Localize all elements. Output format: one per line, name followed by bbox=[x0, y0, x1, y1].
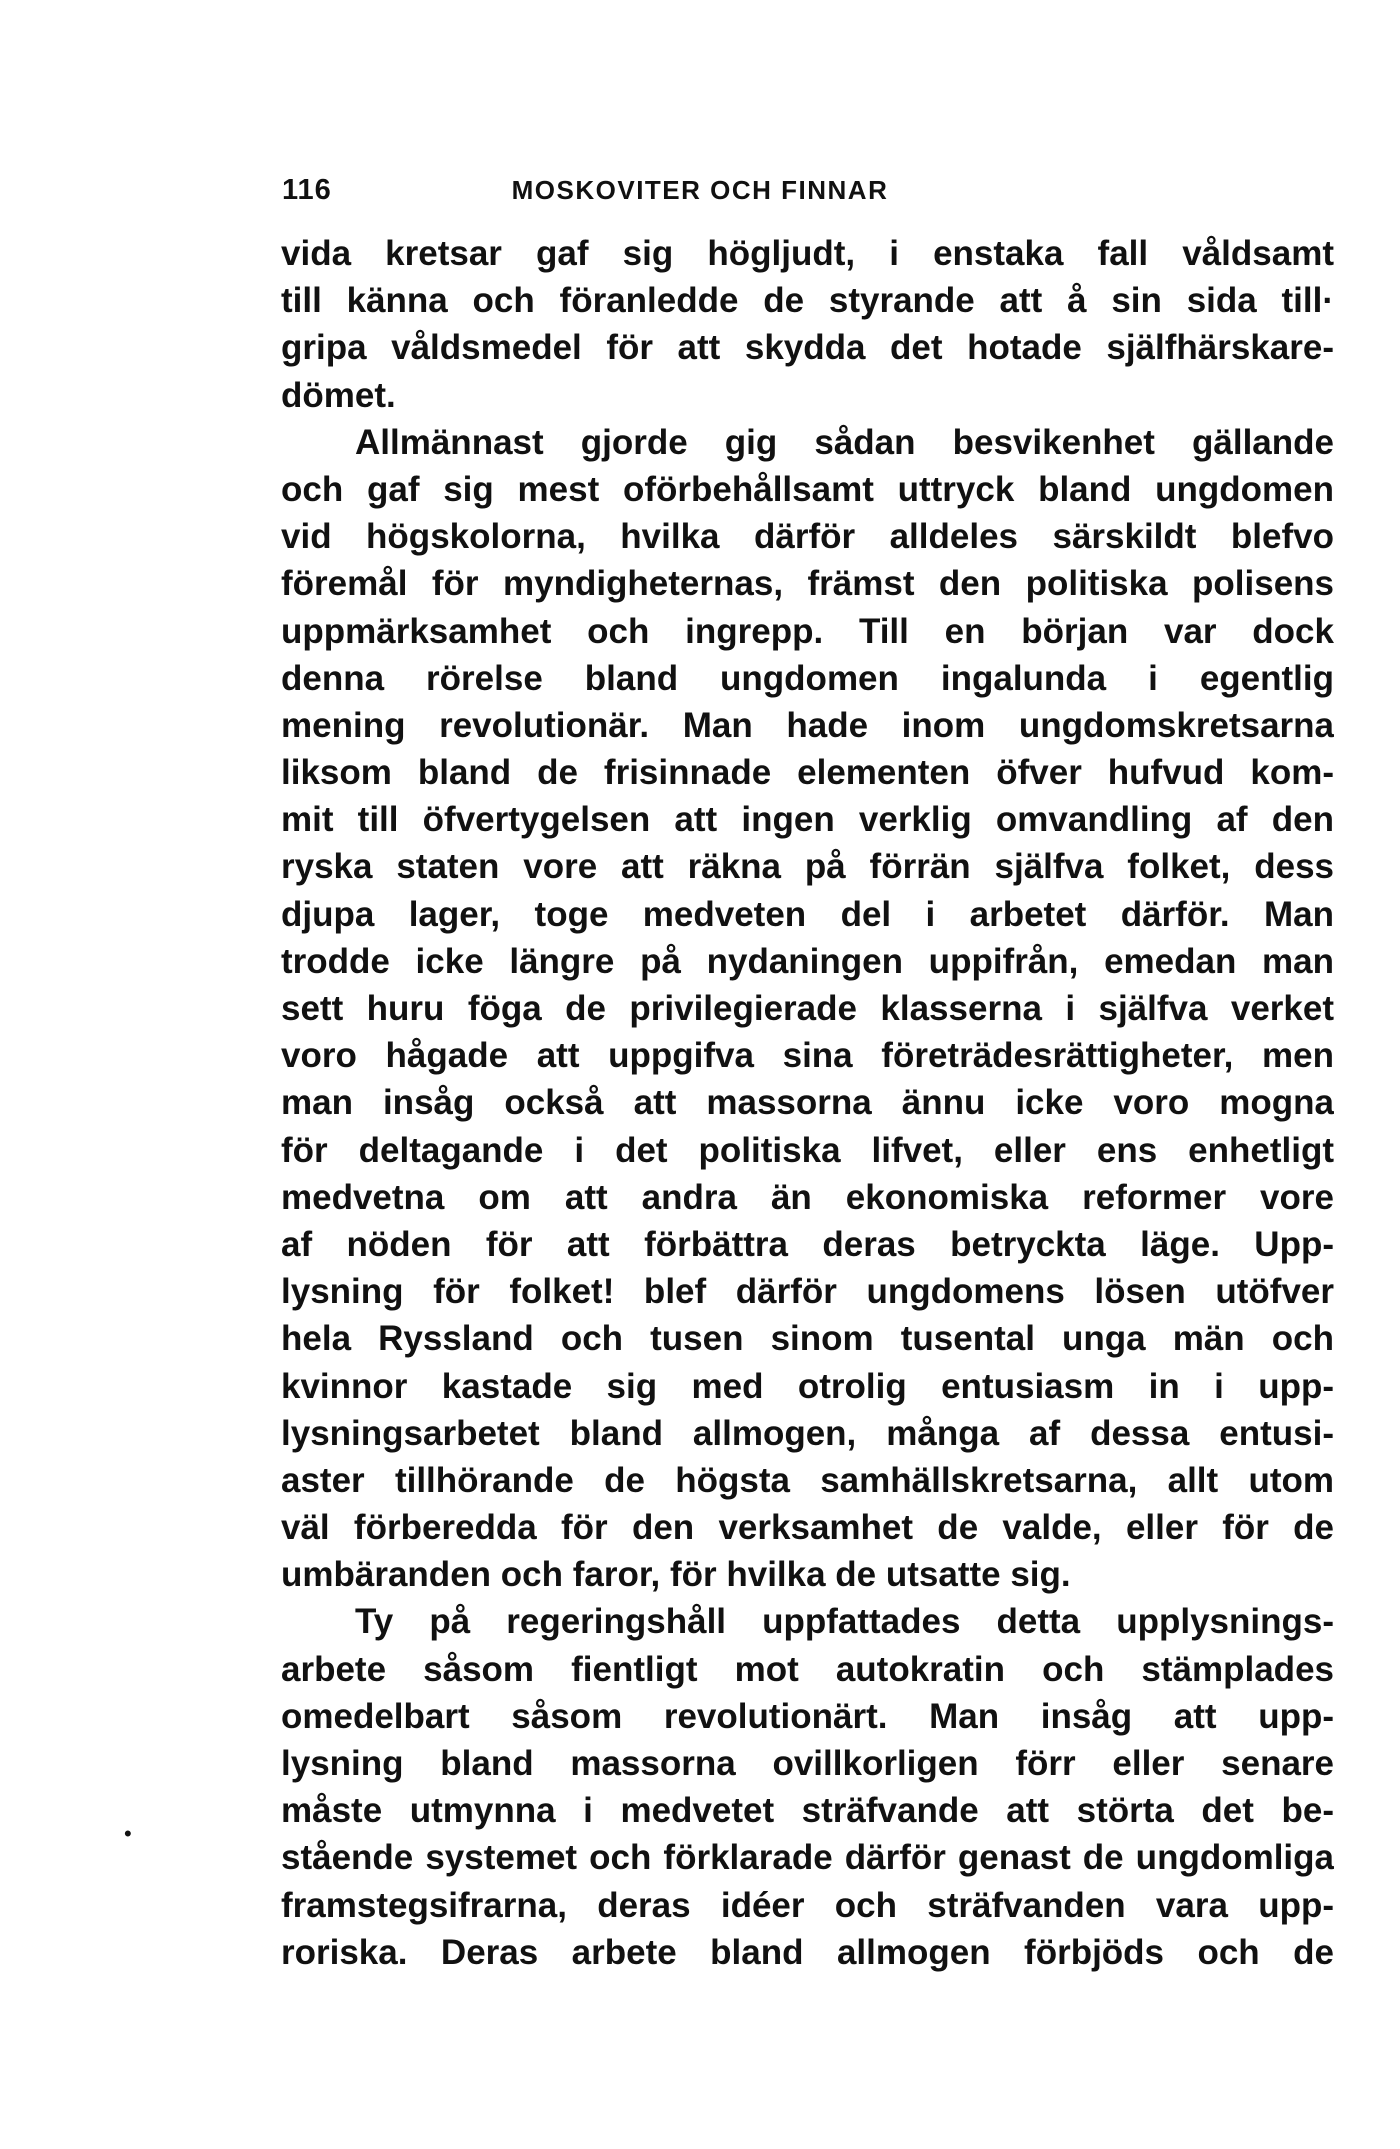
text-line: och gaf sig mest oförbehållsamt uttryck bland ungdomen bbox=[281, 469, 1334, 509]
text-line: framstegsifrarna, deras idéer och sträfvanden vara upp- bbox=[281, 1885, 1334, 1925]
text-line: vida kretsar gaf sig högljudt, i enstaka fall våldsamt bbox=[281, 234, 1334, 273]
text-line: umbäranden och faror, för hvilka de utsatte sig. bbox=[281, 1555, 1071, 1595]
margin-dot: • bbox=[124, 1821, 132, 1846]
text-line: vid högskolorna, hvilka därför alldeles särskildt blefvo bbox=[281, 517, 1334, 557]
text-line: lysningsarbetet bland allmogen, många af dessa entusi- bbox=[281, 1413, 1334, 1453]
text-line: mening revolutionär. Man hade inom ungdomskretsarna bbox=[281, 705, 1334, 745]
text-line: arbete såsom fientligt mot autokratin och stämplades bbox=[281, 1649, 1334, 1689]
text-line: stående systemet och förklarade därför genast de ungdomliga bbox=[281, 1838, 1334, 1878]
text-line: föremål för myndigheternas, främst den politiska polisens bbox=[281, 564, 1334, 604]
text-line: Ty på regeringshåll uppfattades detta upplysnings- bbox=[355, 1602, 1334, 1642]
text-line: till känna och föranledde de styrande att å sin sida till· bbox=[281, 281, 1334, 321]
text-line: Allmännast gjorde gig sådan besvikenhet gällande bbox=[355, 422, 1334, 462]
text-line: voro hågade att uppgifva sina företrädesrättigheter, men bbox=[281, 1036, 1334, 1076]
text-line: man insåg också att massorna ännu icke voro mogna bbox=[281, 1083, 1334, 1123]
text-line: denna rörelse bland ungdomen ingalunda i egentlig bbox=[281, 658, 1334, 698]
text-line: måste utmynna i medvetet sträfvande att störta det be- bbox=[281, 1791, 1334, 1831]
running-head: MOSKOVITER OCH FINNAR bbox=[511, 175, 889, 205]
text-line: lysning för folket! blef därför ungdomens lösen utöfver bbox=[281, 1272, 1334, 1312]
text-line: dömet. bbox=[281, 375, 396, 415]
text-line: lysning bland massorna ovillkorligen förr eller senare bbox=[281, 1744, 1334, 1783]
text-line: ryska staten vore att räkna på förrän själfva folket, dess bbox=[281, 847, 1334, 887]
page-number: 116 bbox=[282, 174, 332, 206]
text-line: liksom bland de frisinnade elementen öfver hufvud kom- bbox=[281, 753, 1334, 793]
text-line: sett huru föga de privilegierade klasserna i själfva verket bbox=[281, 989, 1334, 1028]
text-line: djupa lager, toge medveten del i arbetet därför. Man bbox=[281, 894, 1334, 934]
text-line: trodde icke längre på nydaningen uppifrån, emedan man bbox=[281, 941, 1334, 981]
text-line: medvetna om att andra än ekonomiska reformer vore bbox=[281, 1177, 1334, 1217]
text-line: roriska. Deras arbete bland allmogen förbjöds och de bbox=[281, 1932, 1334, 1972]
text-line: omedelbart såsom revolutionärt. Man insåg att upp- bbox=[281, 1696, 1334, 1736]
text-line: aster tillhörande de högsta samhällskretsarna, allt utom bbox=[281, 1460, 1334, 1500]
text-line: mit till öfvertygelsen att ingen verklig omvandling af den bbox=[281, 800, 1334, 840]
text-line: af nöden för att förbättra deras betryckta läge. Upp- bbox=[281, 1224, 1334, 1264]
text-line: kvinnor kastade sig med otrolig entusiasm in i upp- bbox=[281, 1366, 1334, 1406]
body-text bbox=[281, 230, 1334, 1976]
text-line: gripa våldsmedel för att skydda det hotade själfhärskare- bbox=[281, 328, 1334, 368]
text-line: för deltagande i det politiska lifvet, eller ens enhetligt bbox=[281, 1130, 1334, 1170]
text-line: väl förberedda för den verksamhet de valde, eller för de bbox=[281, 1508, 1334, 1548]
text-line: hela Ryssland och tusen sinom tusental unga män och bbox=[281, 1319, 1334, 1359]
text-line: uppmärksamhet och ingrepp. Till en början var dock bbox=[281, 611, 1334, 651]
